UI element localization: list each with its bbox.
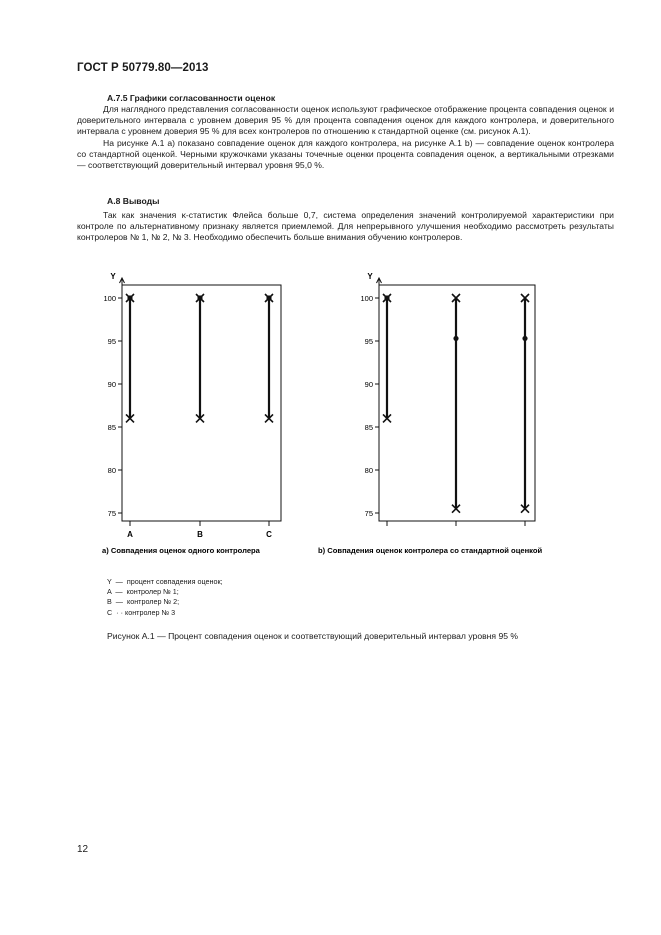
y-tick-label: 85	[364, 423, 373, 432]
paragraph: Для наглядного представления согласованности оценок используют графическое отображение процента совпадения оценок и доверительного интервала с уровнем доверия 95 % для процента совпадения оценок для каждого контролера, и доверительного интервала с уровнем доверия 95 % для всех контролеров по отношению к стандартной оценке (см. рисунок А.1).	[77, 104, 614, 137]
x-tick-label: C	[266, 530, 272, 539]
paragraph: На рисунке А.1 а) показано совпадение оценок для каждого контролера, на рисунке А.1 b) — совпадение оценок контролера со стандартной оценкой. Черными кружочками указаны точечные оценки процента совпадения оценок, а вертикальными отрезками — соответствующий доверительный интервал уровня 95,0 %.	[77, 137, 614, 171]
y-tick-label: 100	[103, 294, 116, 303]
y-tick-label: 100	[360, 294, 373, 303]
plot-frame	[122, 285, 281, 521]
y-tick-label: 90	[107, 380, 116, 389]
figure-caption: Рисунок А.1 — Процент совпадения оценок и соответствующий доверительный интервал уровня 95 %	[107, 631, 519, 641]
y-axis-label: Y	[367, 272, 373, 281]
y-tick-label: 80	[364, 466, 373, 475]
paragraph: Так как значения κ-статистик Флейса больше 0,7, система определения значений контролируемой характеристики при контроле по альтернативному признаку является приемлемой. Для непрерывного улучшения необходимо рассмотреть результаты контролеров № 1, № 2, № 3. Необходимо обеспечить больше внимания обучению контролеров.	[77, 210, 614, 243]
chart-b-title: b) Совпадения оценок контролера со стандартной оценкой	[318, 546, 543, 555]
legend-line-c: C · · контролер № 3	[107, 607, 176, 617]
y-tick-label: 95	[364, 337, 373, 346]
section-a8-heading: А.8 Выводы	[107, 196, 160, 206]
section-a75-heading: А.7.5 Графики согласованности оценок	[107, 93, 276, 103]
x-tick-label: B	[197, 530, 203, 539]
page-number: 12	[77, 844, 89, 855]
y-tick-label: 95	[107, 337, 116, 346]
x-tick-label: A	[127, 530, 133, 539]
y-tick-label: 85	[107, 423, 116, 432]
chart-a-title: a) Совпадения оценок одного контролера	[102, 546, 260, 555]
y-axis-label: Y	[110, 272, 116, 281]
point-estimate	[453, 336, 458, 341]
y-tick-label: 75	[107, 509, 116, 518]
point-estimate	[266, 295, 271, 300]
point-estimate	[197, 295, 202, 300]
document-header: ГОСТ Р 50779.80—2013	[77, 62, 209, 74]
figure-legend	[107, 577, 223, 618]
y-tick-label: 90	[364, 380, 373, 389]
point-estimate	[384, 295, 389, 300]
point-estimate	[522, 336, 527, 341]
y-tick-label: 80	[107, 466, 116, 475]
y-tick-label: 75	[364, 509, 373, 518]
chart-b	[360, 272, 535, 526]
legend-line-a: A — контролер № 1;	[107, 587, 179, 597]
legend-line-y: Y — процент совпадения оценок;	[107, 577, 223, 586]
chart-a	[103, 272, 281, 539]
legend-line-b: B — контролер № 2;	[107, 597, 180, 607]
point-estimate	[127, 295, 132, 300]
